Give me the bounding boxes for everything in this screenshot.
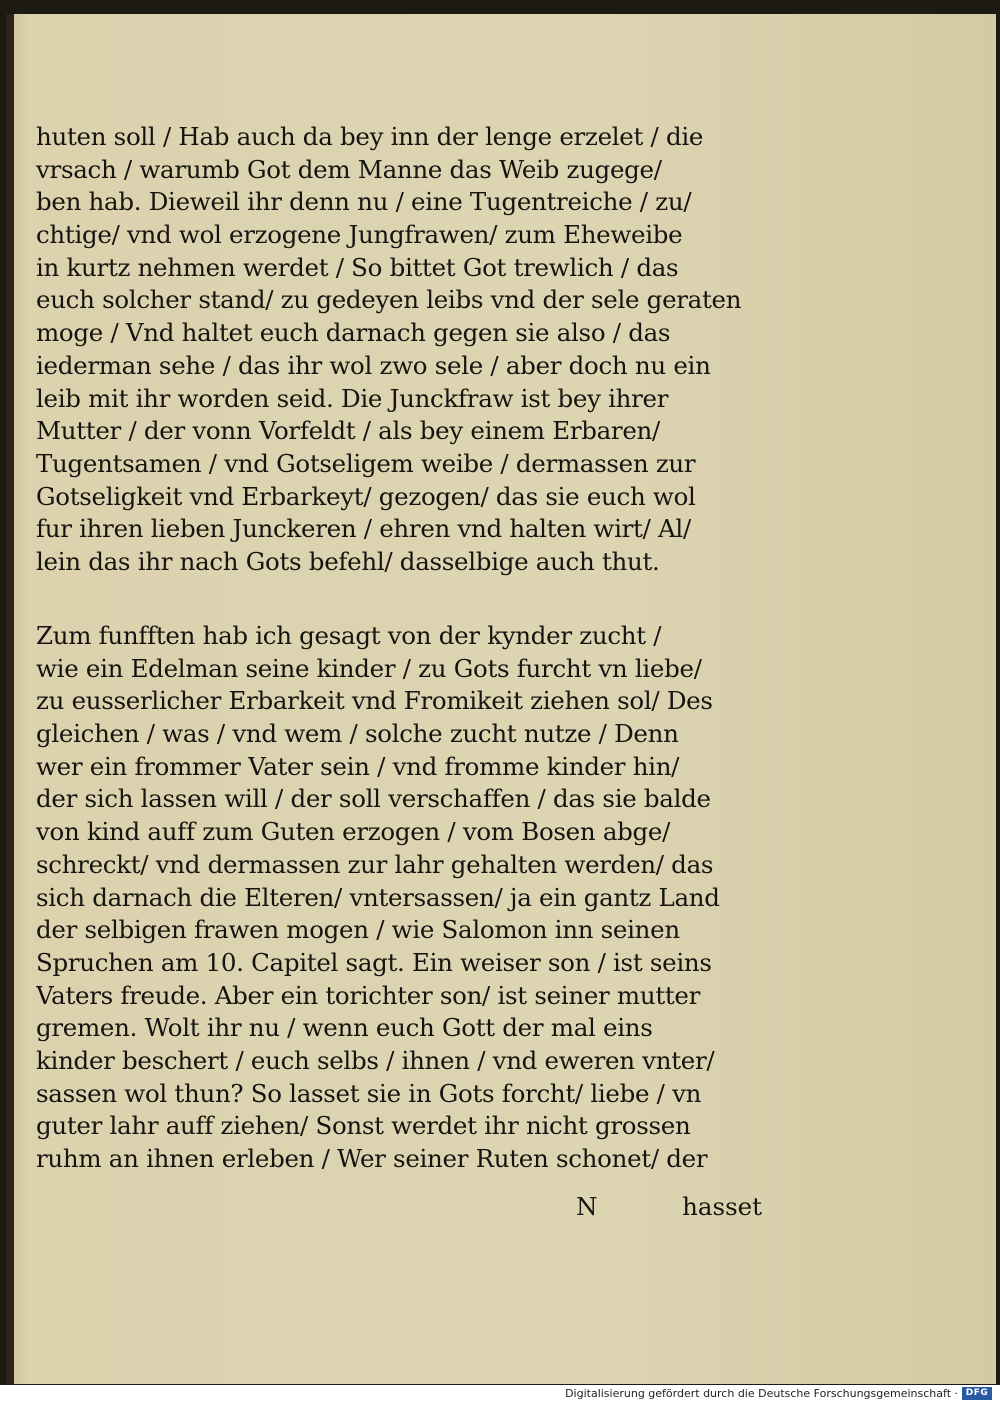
signature-mark: N [576,1192,598,1221]
text-line: lein das ihr nach Gots befehl/ dasselbige auch thut. [36,546,660,576]
paragraph-1 [36,121,776,579]
text-line: euch solcher stand/ zu gedeyen leibs vnd der sele geraten [36,285,742,315]
text-line: Zum funfften hab ich gesagt von der kynder zucht / [36,621,662,650]
paragraph-2 [36,620,776,1176]
text-line: von kind auff zum Guten erzogen / vom Bosen abge/ [36,817,671,847]
page-gutter-edge [6,14,14,1384]
text-line: vrsach / warumb Got dem Manne das Weib zugege/ [36,154,662,184]
text-line: chtige/ vnd wol erzogene Jungfrawen/ zum Eheweibe [36,220,683,250]
text-line: gleichen / was / vnd wem / solche zucht nutze / Denn [36,719,679,749]
text-line: guter lahr auff ziehen/ Sonst werdet ihr nicht grossen [36,1111,691,1141]
text-line: ruhm an ihnen erleben / Wer seiner Ruten schonet/ der [36,1144,708,1173]
text-line: zu eusserlicher Erbarkeit vnd Fromikeit ziehen sol/ Des [36,686,713,716]
text-line: iederman sehe / das ihr wol zwo sele / aber doch nu ein [36,350,711,380]
text-line: wie ein Edelman seine kinder / zu Gots furcht vn liebe/ [36,653,702,683]
text-line: sassen wol thun? So lasset sie in Gots forcht/ liebe / vn [36,1078,702,1108]
text-line: Vaters freude. Aber ein torichter son/ ist seiner mutter [36,980,701,1010]
text-line: wer ein frommer Vater sein / vnd fromme kinder hin/ [36,751,680,781]
page-foot-row [36,1192,776,1226]
text-line: Mutter / der vonn Vorfeldt / als bey einem Erbaren/ [36,416,660,446]
book-page [6,14,996,1384]
text-line: huten soll / Hab auch da bey inn der lenge erzelet / die [36,122,704,151]
text-line: in kurtz nehmen werdet / So bittet Got trewlich / das [36,252,679,282]
funding-credit: Digitalisierung gefördert durch die Deutsche Forschungsgemeinschaft · [565,1387,958,1400]
text-line: der selbigen frawen mogen / wie Salomon inn seinen [36,915,680,945]
text-line: der sich lassen will / der soll verschaffen / das sie balde [36,784,711,814]
text-line: Spruchen am 10. Capitel sagt. Ein weiser son / ist seins [36,947,712,977]
text-line: kinder beschert / euch selbs / ihnen / vnd eweren vnter/ [36,1045,715,1075]
text-line: Gotseligkeit vnd Erbarkeyt/ gezogen/ das sie euch wol [36,481,696,511]
text-line: moge / Vnd haltet euch darnach gegen sie also / das [36,318,671,348]
dfg-logo-icon: DFG [962,1387,992,1400]
text-line: schreckt/ vnd dermassen zur lahr gehalten werden/ das [36,849,714,879]
text-line: gremen. Wolt ihr nu / wenn euch Gott der mal eins [36,1013,653,1043]
footer-bar [0,1385,1000,1403]
text-line: leib mit ihr worden seid. Die Junckfraw ist bey ihrer [36,383,669,413]
text-line: Tugentsamen / vnd Gotseligem weibe / dermassen zur [36,448,696,478]
catchword: hasset [682,1192,762,1221]
text-line: ben hab. Dieweil ihr denn nu / eine Tugentreiche / zu/ [36,187,692,217]
text-line: sich darnach die Elteren/ vntersassen/ ja ein gantz Land [36,882,720,912]
text-line: fur ihren lieben Junckeren / ehren vnd halten wirt/ Al/ [36,514,691,544]
